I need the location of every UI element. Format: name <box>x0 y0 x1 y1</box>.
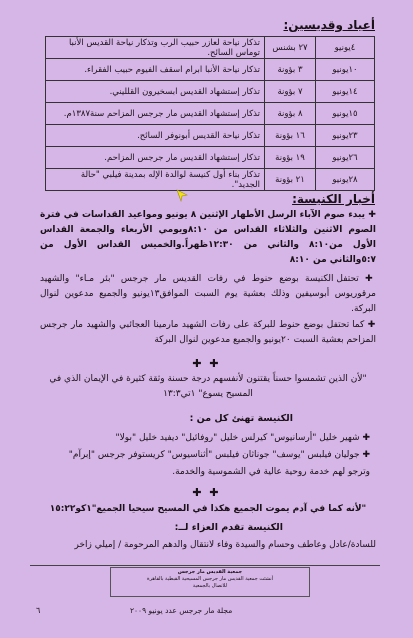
footer-box-line-1: جمعية القديس مار جرجس <box>177 569 243 575</box>
feast-coptic-date: ٢١ بؤونة <box>265 169 316 191</box>
feast-description: تذكار بناء أول كنيسة لوالدة الإله بمدينة فيلبي "حالة الجديد". <box>46 169 265 191</box>
cross-icon: ✚ <box>362 433 370 443</box>
relics-text-1: تحتفل الكنيسة بوضع حنوط في رفات القديس مار جرجس "بئر مـاء" والشهيد مرقوريوس أبوسيفين وذلك بعشية يوم السبت الموافق١٣يونيو والجميع مدعوين لنوال البركة. <box>40 274 376 314</box>
feast-day: ١٥يونيو <box>316 103 375 125</box>
cross-icon: ✚ <box>365 274 376 284</box>
feast-row <box>46 147 375 169</box>
feast-row <box>46 169 375 191</box>
congrats-line-1: شهير خليل "أرسانيوس" كيرلس خليل "روفائيل" ديفيد خليل "بولا" <box>115 433 360 443</box>
feast-row <box>46 81 375 103</box>
condolence-text: للسادة/عادل وعاطف وحسام والسيدة وفاء لانتقال والدهم المرحومة / إميلي زاخر <box>74 540 376 550</box>
page-number: ٦ <box>36 606 41 615</box>
relics-text-2: كما تحتفل بوضع حنوط للبركة على رفات الشهيد مارمينا العجائبي والشهيد مار جرجس المزاحم بعشية السبت ٢٠يونيو والجميع مدعوين لنوال البركة <box>40 320 376 345</box>
feast-description: تذكار إستشهاد القديس ابسخيرون القلليني. <box>46 81 265 103</box>
feast-coptic-date: ٨ بؤونة <box>265 103 316 125</box>
feast-day: ٢٨يونيو <box>316 169 375 191</box>
footer-box-line-3: للاتصال بالجمعية <box>192 583 228 589</box>
feast-coptic-date: ١٩ بؤونة <box>265 147 316 169</box>
cross-icon: ✚ <box>368 210 376 220</box>
fast-schedule-text: يبدء صوم الآباء الرسل الأطهار الإثنين ٨ يونيو ومواعيد القداسات في فترة الصوم الاثنين والثلاثاء القداس من ٨:١٠ويومي الأربعاء والجمعة القداس الأول من٨:١٠ والثاني من ١٢:٣٠ظهراً.والخميس القداس الأول من ٥:٧والثاني من ٨:١٠ <box>40 210 377 265</box>
cross-icon: ✚ <box>362 450 370 460</box>
feast-coptic-date: ٢٧ بشنس <box>265 37 316 59</box>
congrats-line-2: جوليان فيلبس "يوسف" جوناثان فيلبس "أثناسيوس" كريستوفر جرجس "إبرآم" <box>68 450 360 460</box>
feast-row <box>46 103 375 125</box>
cross-icon: ✚ <box>367 320 376 330</box>
feast-coptic-date: ٧ بؤونة <box>265 81 316 103</box>
footer-divider <box>30 565 380 566</box>
news-paragraph-relics-1 <box>40 272 376 317</box>
verse-block: "لأن الذين تشمسوا حسناً يقتنون لأنفسهم درجة حسنة وثقة كثيرة في الإيمان الذي في المسيح يسوع" ١تي١٣:٣ <box>49 374 367 399</box>
congrats-heading: الكنيسة تهنئ كل من : <box>189 413 293 424</box>
feast-day: ٢٣يونيو <box>316 125 375 147</box>
congrats-names <box>40 430 370 481</box>
footer-title: مجلة مار جرجس عدد يونيو ٢٠٠٩ <box>130 606 233 615</box>
cross-divider-2 <box>0 486 413 499</box>
feast-coptic-date: ١٦ بؤونة <box>265 125 316 147</box>
feast-coptic-date: ٣ بؤونة <box>265 59 316 81</box>
feast-description: تذكار نياحة الأنبا ابرام اسقف الفيوم حبيب الفقراء. <box>46 59 265 81</box>
feast-description: تذكار نياحة القديس أبونوفر السائح. <box>46 125 265 147</box>
congrats-line-3: وترجو لهم خدمة روحية عالية في الشموسية والخدمة. <box>172 467 370 477</box>
feast-description: تذكار إستشهاد القديس مار جرجس المزاحم سنة١٣٨٧م. <box>46 103 265 125</box>
news-paragraph-fast <box>40 208 376 268</box>
feast-description: تذكار إستشهاد القديس مار جرجس المزاحم. <box>46 147 265 169</box>
yellow-arrow-icon <box>175 188 189 202</box>
cross-icon: ✚ <box>192 486 204 499</box>
cross-divider-1 <box>0 357 413 370</box>
feast-day: ١٠يونيو <box>316 59 375 81</box>
news-paragraph-relics-2 <box>40 318 376 348</box>
feast-row <box>46 125 375 147</box>
footer-info-box <box>110 567 310 597</box>
feast-day: ١٤يونيو <box>316 81 375 103</box>
cross-icon: ✚ <box>209 486 221 499</box>
feast-description: تذكار نياحة لعازر حبيب الرب وتذكار نياحة القديس الأنبا توماس السائح. <box>46 37 265 59</box>
feasts-heading: أعياد وقديسين: <box>283 18 375 32</box>
feast-day: ٢٦يونيو <box>316 147 375 169</box>
quote-text: "لأنه كما في آدم يموت الجميع هكذا في المسيح سيحيا الجميع"١كو١٥:٢٢ <box>49 504 367 514</box>
feast-day: ٤يونيو <box>316 37 375 59</box>
news-heading: أخبار الكنيسة: <box>292 192 375 206</box>
condolence-heading: الكنيسة تقدم العزاء لــ: <box>174 522 283 533</box>
feast-row <box>46 59 375 81</box>
feast-row <box>46 37 375 59</box>
feasts-table <box>45 36 375 191</box>
footer-box-line-2: أنشئت جمعية القديس مار جرجس المسيحية القبطية بالقاهرة <box>146 576 274 582</box>
cross-icon: ✚ <box>192 357 204 370</box>
cross-icon: ✚ <box>209 357 221 370</box>
